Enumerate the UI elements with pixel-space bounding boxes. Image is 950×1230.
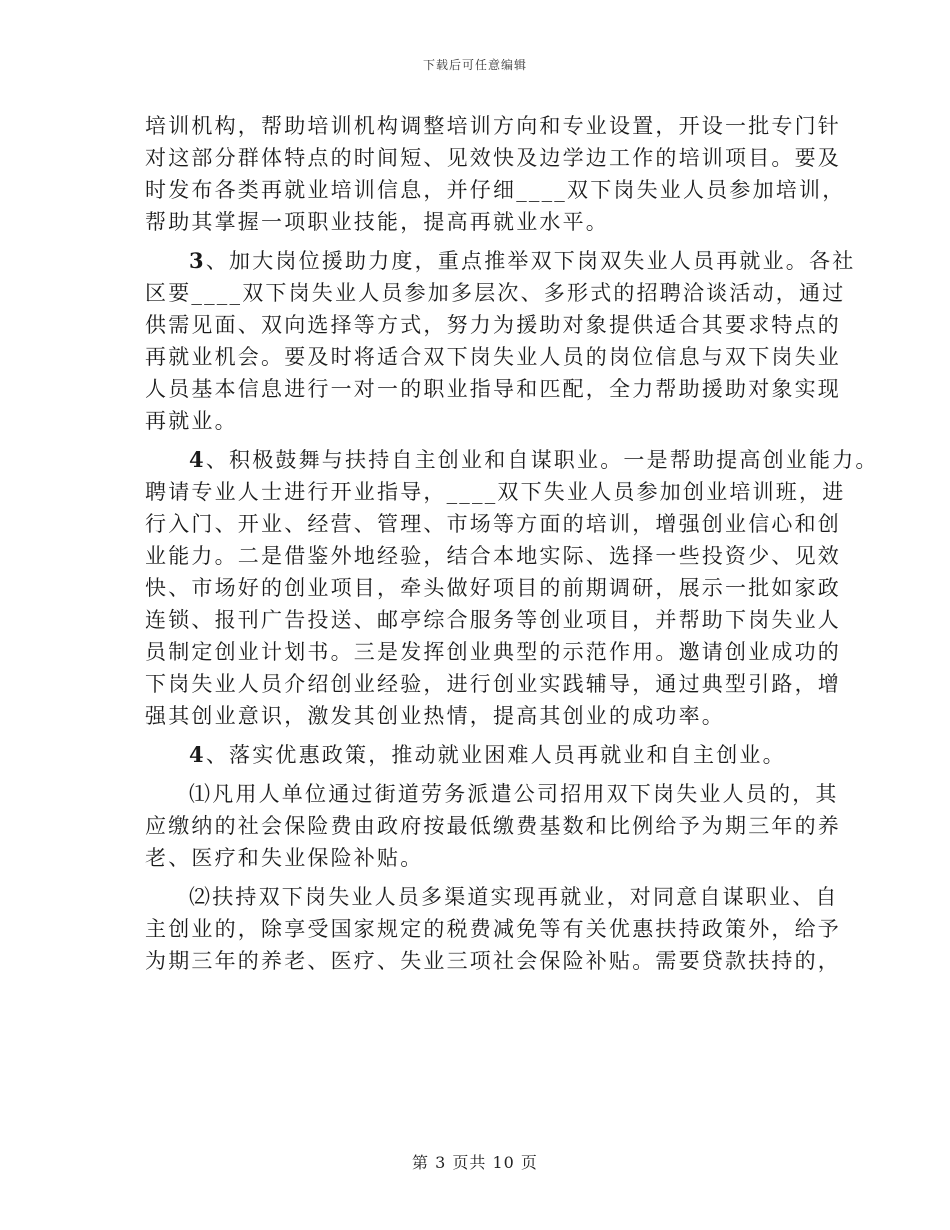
- paragraph: [145, 881, 841, 977]
- text-line: 快、市场好的创业项目，牵头做好项目的前期调研，展示一批如家政: [145, 576, 841, 600]
- text-line: 供需见面、双向选择等方式，努力为援助对象提供适合其要求特点的: [145, 313, 841, 337]
- text-line: 为期三年的养老、医疗、失业三项社会保险补贴。需要贷款扶持的，: [145, 949, 841, 973]
- text-span: 、积极鼓舞与扶持自主创业和自谋职业。一是帮助提高创业能力。: [205, 448, 879, 472]
- item-number: 4: [189, 447, 206, 472]
- text-line: [145, 739, 805, 771]
- text-line: 聘请专业人士进行开业指导，____双下失业人员参加创业培训班，进: [145, 480, 846, 504]
- text-line: 主创业的，除享受国家规定的税费减免等有关优惠扶持政策外，给予: [145, 917, 841, 941]
- text-line: 员制定创业计划书。三是发挥创业典型的示范作用。邀请创业成功的: [145, 640, 841, 664]
- paragraph: [145, 444, 879, 732]
- text-line: 区要____双下岗失业人员参加多层次、多形式的招聘洽谈活动，通过: [145, 281, 846, 305]
- text-line: 培训机构，帮助培训机构调整培训方向和专业设置，开设一批专门针: [145, 114, 841, 138]
- text-line: 应缴纳的社会保险费由政府按最低缴费基数和比例给予为期三年的养: [145, 814, 841, 838]
- text-line: 下岗失业人员介绍创业经验，进行创业实践辅导，通过典型引路，增: [145, 672, 841, 696]
- text-line: ⑵扶持双下岗失业人员多渠道实现再就业，对同意自谋职业、自: [189, 885, 839, 909]
- paragraph: [145, 245, 856, 437]
- text-line: 连锁、报刊广告投送、邮亭综合服务等创业项目，并帮助下岗失业人: [145, 608, 841, 632]
- text-line: 再就业。: [145, 409, 238, 433]
- page-header: 下载后可任意编辑: [422, 58, 527, 72]
- text-line: 老、医疗和失业保险补贴。: [145, 846, 424, 870]
- item-number: 4: [189, 742, 206, 767]
- text-line: 再就业机会。要及时将适合双下岗失业人员的岗位信息与双下岗失业: [145, 345, 841, 369]
- text-line: 对这部分群体特点的时间短、见效快及边学边工作的培训项目。要及: [145, 146, 841, 170]
- text-span: 、加大岗位援助力度，重点推举双下岗双失业人员再就业。各社: [205, 249, 856, 273]
- text-line: ⑴凡用人单位通过街道劳务派遣公司招用双下岗失业人员的，其: [189, 782, 839, 806]
- text-line: 人员基本信息进行一对一的职业指导和匹配，全力帮助援助对象实现: [145, 377, 841, 401]
- text-line: 强其创业意识，激发其创业热情，提高其创业的成功率。: [145, 704, 725, 728]
- paragraph: [145, 778, 841, 874]
- text-line: [145, 444, 879, 476]
- text-span: 、落实优惠政策，推动就业困难人员再就业和自主创业。: [205, 743, 786, 767]
- text-line: 时发布各类再就业培训信息，并仔细____双下岗失业人员参加培训，: [145, 178, 846, 202]
- item-number: 3: [189, 248, 206, 273]
- text-line: 帮助其掌握一项职业技能，提高再就业水平。: [145, 210, 609, 234]
- text-line: [145, 245, 856, 277]
- text-line: 行入门、开业、经营、管理、市场等方面的培训，增强创业信心和创: [145, 512, 841, 536]
- document-body: [145, 110, 879, 977]
- paragraph: [145, 110, 846, 238]
- text-line: 业能力。二是借鉴外地经验，结合本地实际、选择一些投资少、见效: [145, 544, 841, 568]
- page-footer: 第 3 页共 10 页: [412, 1153, 538, 1172]
- paragraph: [145, 739, 805, 771]
